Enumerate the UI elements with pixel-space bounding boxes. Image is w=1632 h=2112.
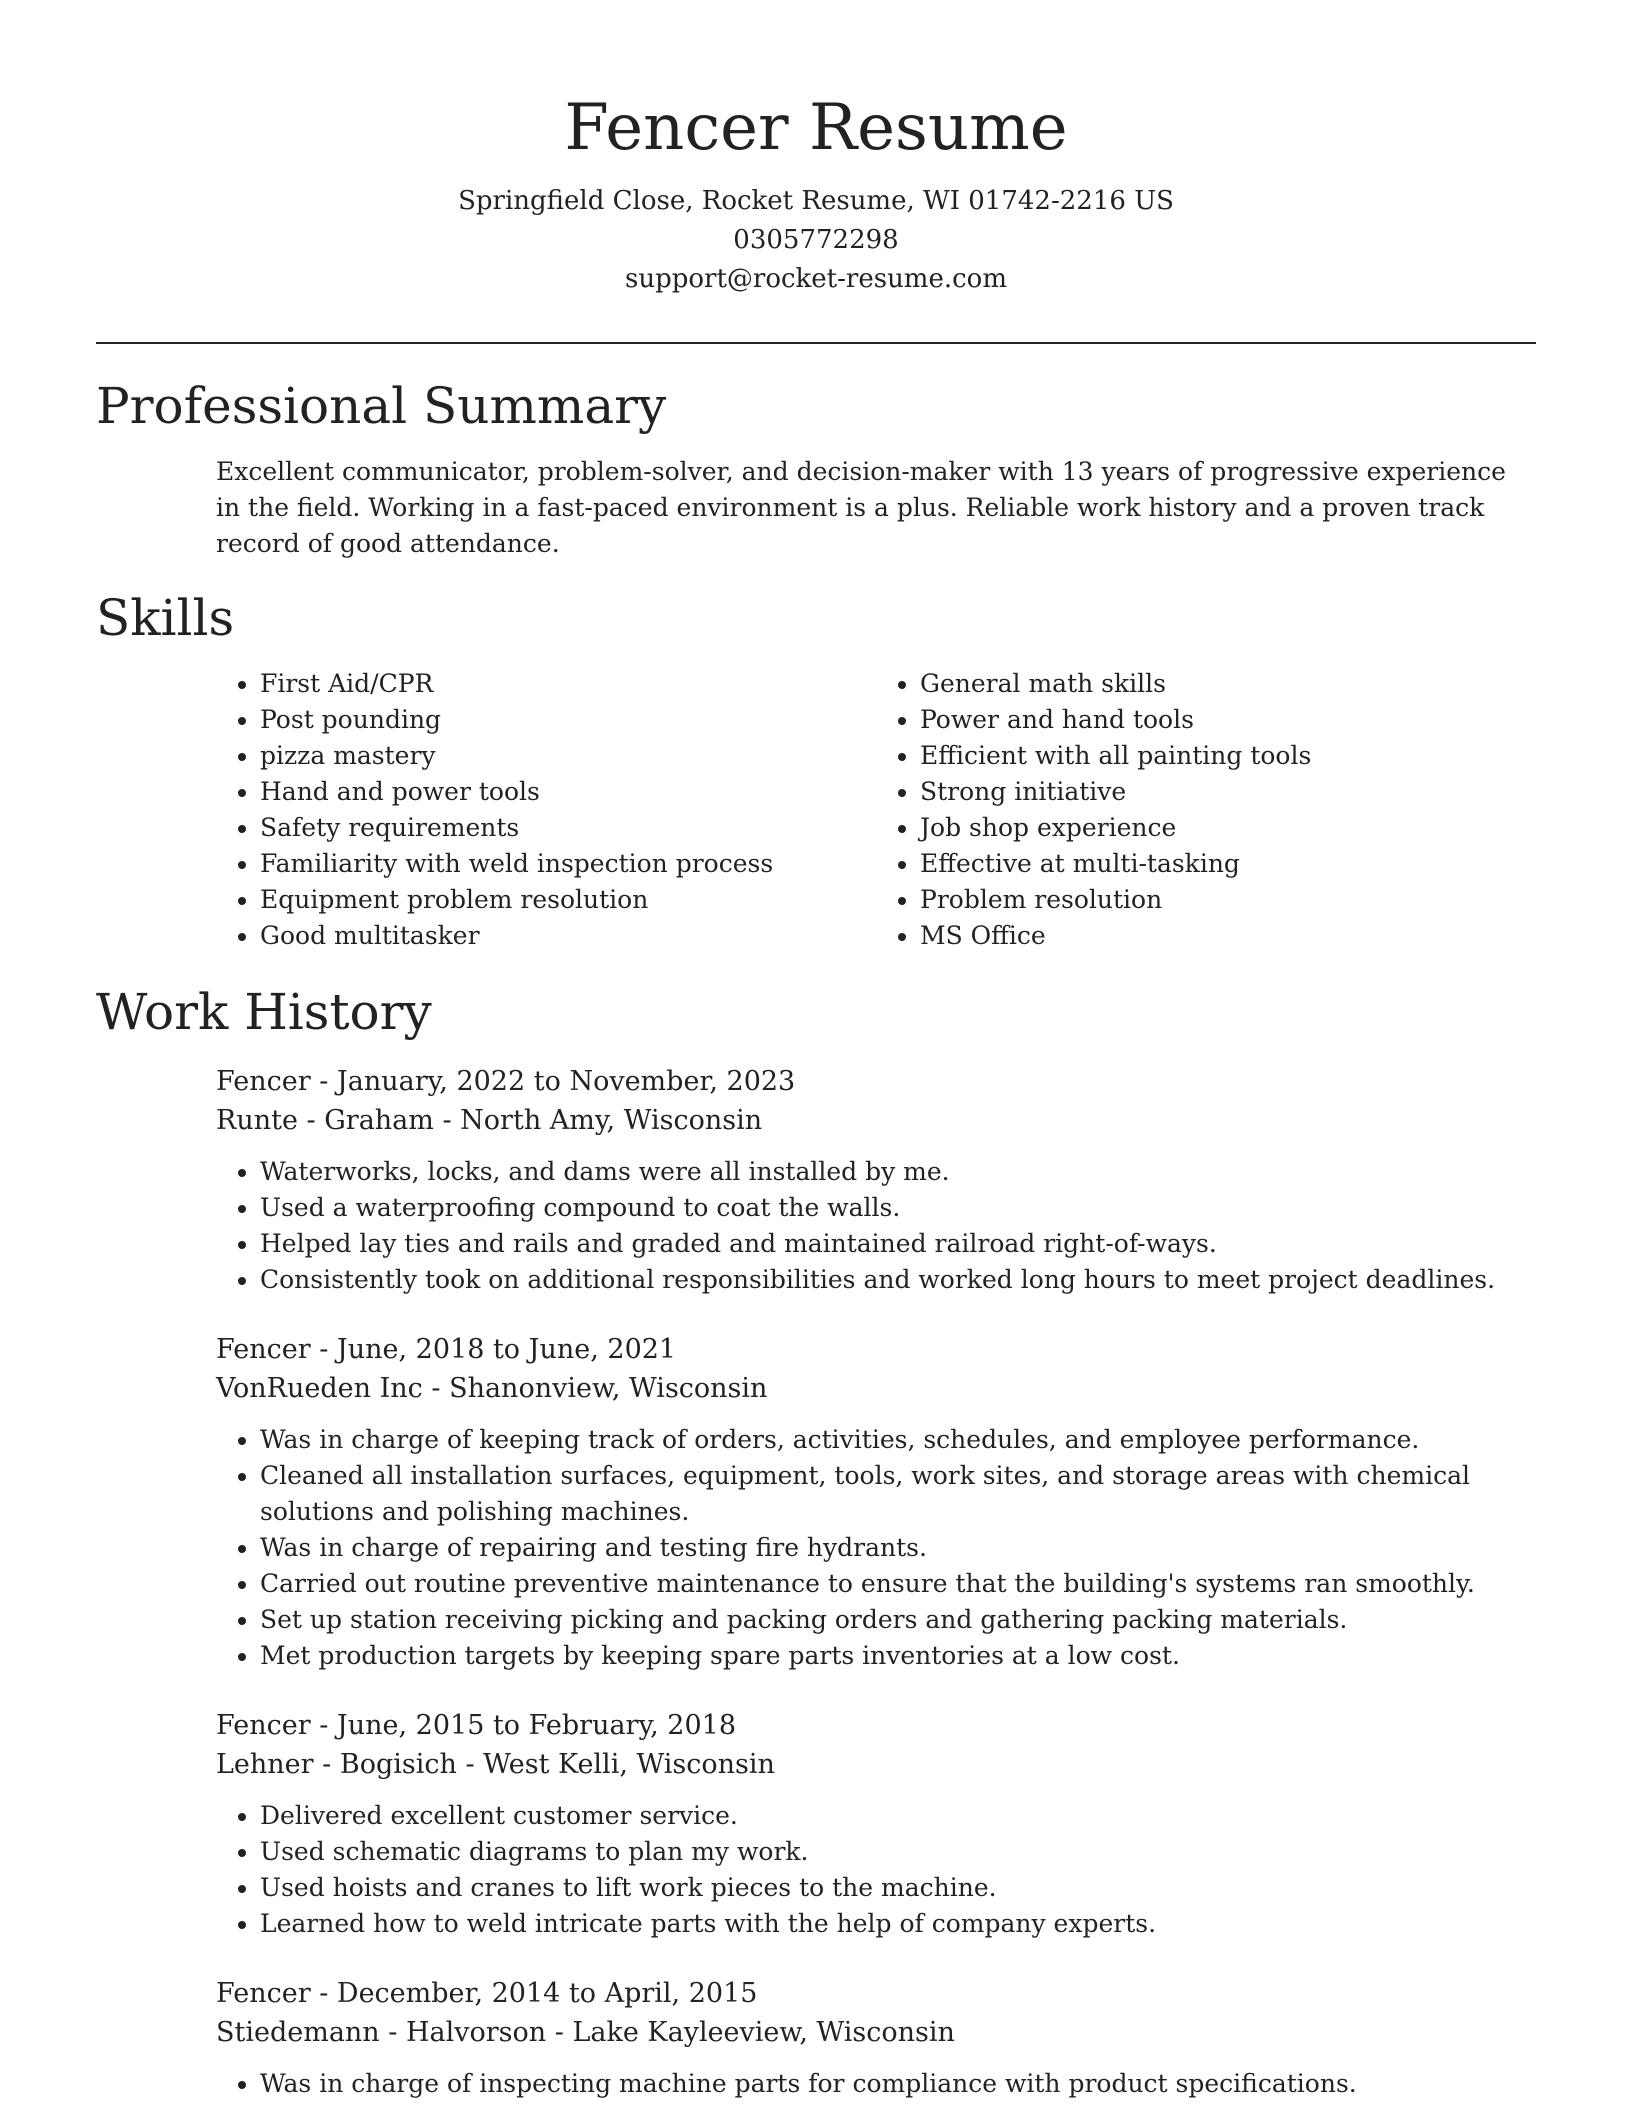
address: Springfield Close, Rocket Resume, WI 01742-2216 US <box>458 186 1174 216</box>
skill-item: • MS Office <box>920 918 1536 954</box>
skill-item: • Effective at multi-tasking <box>920 846 1536 882</box>
skill-item: • First Aid/CPR <box>260 666 876 702</box>
job-bullet: • Learned how to weld intricate parts with the help of company experts. <box>260 1906 1536 1942</box>
job-entry <box>216 1062 1536 1298</box>
skill-item: • Good multitasker <box>260 918 876 954</box>
skill-item: • Job shop experience <box>920 810 1536 846</box>
job-bullet: • Waterworks, locks, and dams were all installed by me. <box>260 1154 1536 1190</box>
job-bullet: • Set up station receiving picking and packing orders and gathering packing materials. <box>260 1602 1536 1638</box>
skill-item: • Efficient with all painting tools <box>920 738 1536 774</box>
job-bullet: • Was in charge of keeping track of orders, activities, schedules, and employee performance. <box>260 1422 1536 1458</box>
skills-column-2 <box>876 666 1536 954</box>
skill-item: • Familiarity with weld inspection process <box>260 846 876 882</box>
job-bullet: • Used hoists and cranes to lift work pieces to the machine. <box>260 1870 1536 1906</box>
job-company: Stiedemann - Halvorson <box>216 2017 547 2048</box>
job-title-dates: Fencer - December, 2014 to April, 2015 <box>216 1978 758 2009</box>
work-history-section <box>96 980 1536 2102</box>
job-location: - Lake Kayleeview, Wisconsin <box>546 2017 955 2048</box>
resume-header <box>96 0 1536 299</box>
skill-item: • Hand and power tools <box>260 774 876 810</box>
job-bullet: • Used schematic diagrams to plan my work. <box>260 1834 1536 1870</box>
job-entry <box>216 1330 1536 1674</box>
skill-item: • Equipment problem resolution <box>260 882 876 918</box>
job-company: VonRueden Inc <box>216 1373 423 1404</box>
skill-item: • Safety requirements <box>260 810 876 846</box>
job-location: - West Kelli, Wisconsin <box>456 1749 775 1780</box>
header-divider <box>96 342 1536 344</box>
skill-item: • Strong initiative <box>920 774 1536 810</box>
job-company: Lehner - Bogisich <box>216 1749 457 1780</box>
job-bullet: • Cleaned all installation surfaces, equipment, tools, work sites, and storage areas with chemical solutions and polishing machines. <box>260 1458 1536 1530</box>
job-bullet: • Was in charge of repairing and testing fire hydrants. <box>260 1530 1536 1566</box>
job-bullet: • Helped lay ties and rails and graded and maintained railroad right-of-ways. <box>260 1226 1536 1262</box>
skills-title: Skills <box>96 589 235 647</box>
job-bullet: • Consistently took on additional responsibilities and worked long hours to meet project deadlines. <box>260 1262 1536 1298</box>
email: support@rocket-resume.com <box>624 264 1007 294</box>
job-bullet: • Met production targets by keeping spare parts inventories at a low cost. <box>260 1638 1536 1674</box>
summary-title: Professional Summary <box>96 377 667 435</box>
job-entry <box>216 1974 1536 2102</box>
job-company-line <box>216 1369 1536 1408</box>
summary-text: Excellent communicator, problem-solver, and decision-maker with 13 years of progressive experience in the field. Working in a fast-paced environment is a plus. Reliable work history and a proven track record of good attendance. <box>216 457 1506 558</box>
job-bullets <box>216 1154 1536 1298</box>
job-company-line <box>216 1745 1536 1784</box>
summary-section <box>96 374 1536 562</box>
job-bullet: • Carried out routine preventive maintenance to ensure that the building's systems ran smoothly. <box>260 1566 1536 1602</box>
job-title-dates: Fencer - June, 2015 to February, 2018 <box>216 1710 737 1741</box>
phone: 0305772298 <box>733 225 899 255</box>
skills-column-1 <box>216 666 876 954</box>
job-company: Runte - Graham <box>216 1105 434 1136</box>
job-company-line <box>216 1101 1536 1140</box>
skill-item: • Power and hand tools <box>920 702 1536 738</box>
job-company-line <box>216 2013 1536 2052</box>
skill-item: • General math skills <box>920 666 1536 702</box>
job-entry <box>216 1706 1536 1942</box>
contact-info <box>96 182 1536 299</box>
job-title-dates: Fencer - June, 2018 to June, 2021 <box>216 1334 677 1365</box>
skills-section <box>96 586 1536 954</box>
skill-item: • Problem resolution <box>920 882 1536 918</box>
skills-columns <box>216 666 1536 954</box>
job-title-dates: Fencer - January, 2022 to November, 2023 <box>216 1066 796 1097</box>
job-location: - Shanonview, Wisconsin <box>422 1373 768 1404</box>
job-bullet: • Was in charge of inspecting machine parts for compliance with product specifications. <box>260 2066 1536 2102</box>
job-bullet: • Used a waterproofing compound to coat the walls. <box>260 1190 1536 1226</box>
skill-item: • pizza mastery <box>260 738 876 774</box>
job-bullets <box>216 1798 1536 1942</box>
skill-item: • Post pounding <box>260 702 876 738</box>
job-bullet: • Delivered excellent customer service. <box>260 1798 1536 1834</box>
work-history-title: Work History <box>96 983 432 1041</box>
resume-name: Fencer Resume <box>564 91 1068 165</box>
resume-page <box>96 0 1536 2102</box>
job-bullets <box>216 2066 1536 2102</box>
job-location: - North Amy, Wisconsin <box>433 1105 763 1136</box>
job-bullets <box>216 1422 1536 1674</box>
